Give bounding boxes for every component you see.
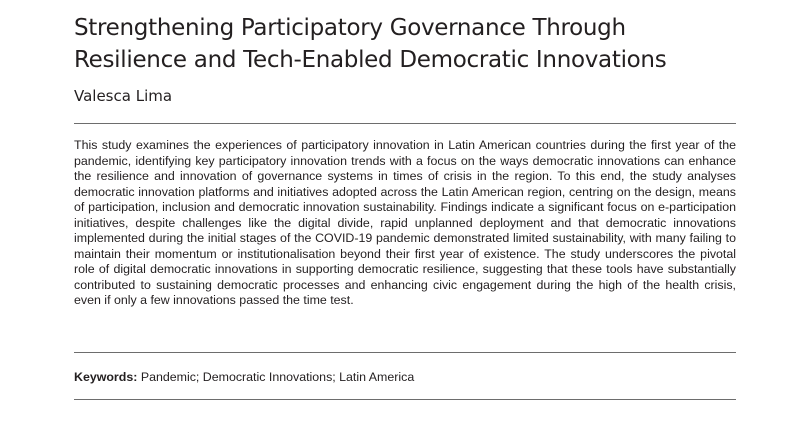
- author-name: Valesca Lima: [74, 87, 173, 105]
- article-title: [74, 12, 754, 76]
- top-divider: [74, 123, 736, 124]
- article-title-line-2: Resilience and Tech-Enabled Democratic Innovations: [74, 47, 667, 73]
- keywords-list: Pandemic; Democratic Innovations; Latin America: [140, 370, 415, 384]
- keywords-label: Keywords:: [74, 370, 138, 384]
- keywords-line: [74, 369, 414, 385]
- middle-divider: [74, 352, 736, 353]
- bottom-divider: [74, 399, 736, 400]
- article-title-line-1: Strengthening Participatory Governance Through: [74, 15, 626, 41]
- abstract-text: This study examines the experiences of participatory innovation in Latin American countries during the first year of the pandemic, identifying key participatory innovation trends with a focus on the ways democratic innovations can enhance the resilience and innovation of governance systems in times of crisis in the region. To this end, the study analyses democratic innovation platforms and initiatives adopted across the Latin American region, centring on the design, means of participation, inclusion and democratic innovation sustainability. Findings indicate a significant focus on e-participation initiatives, despite challenges like the digital divide, rapid unplanned deployment and that democratic innovations implemented during the initial stages of the COVID-19 pandemic demonstrated limited sustainability, with many failing to maintain their momentum or institutionalisation beyond their first year of existence. The study underscores the pivotal role of digital democratic innovations in supporting democratic resilience, suggesting that these tools have substantially contributed to sustaining democratic processes and enhancing civic engagement during the high of the health crisis, even if only a few innovations passed the time test.: [74, 138, 736, 307]
